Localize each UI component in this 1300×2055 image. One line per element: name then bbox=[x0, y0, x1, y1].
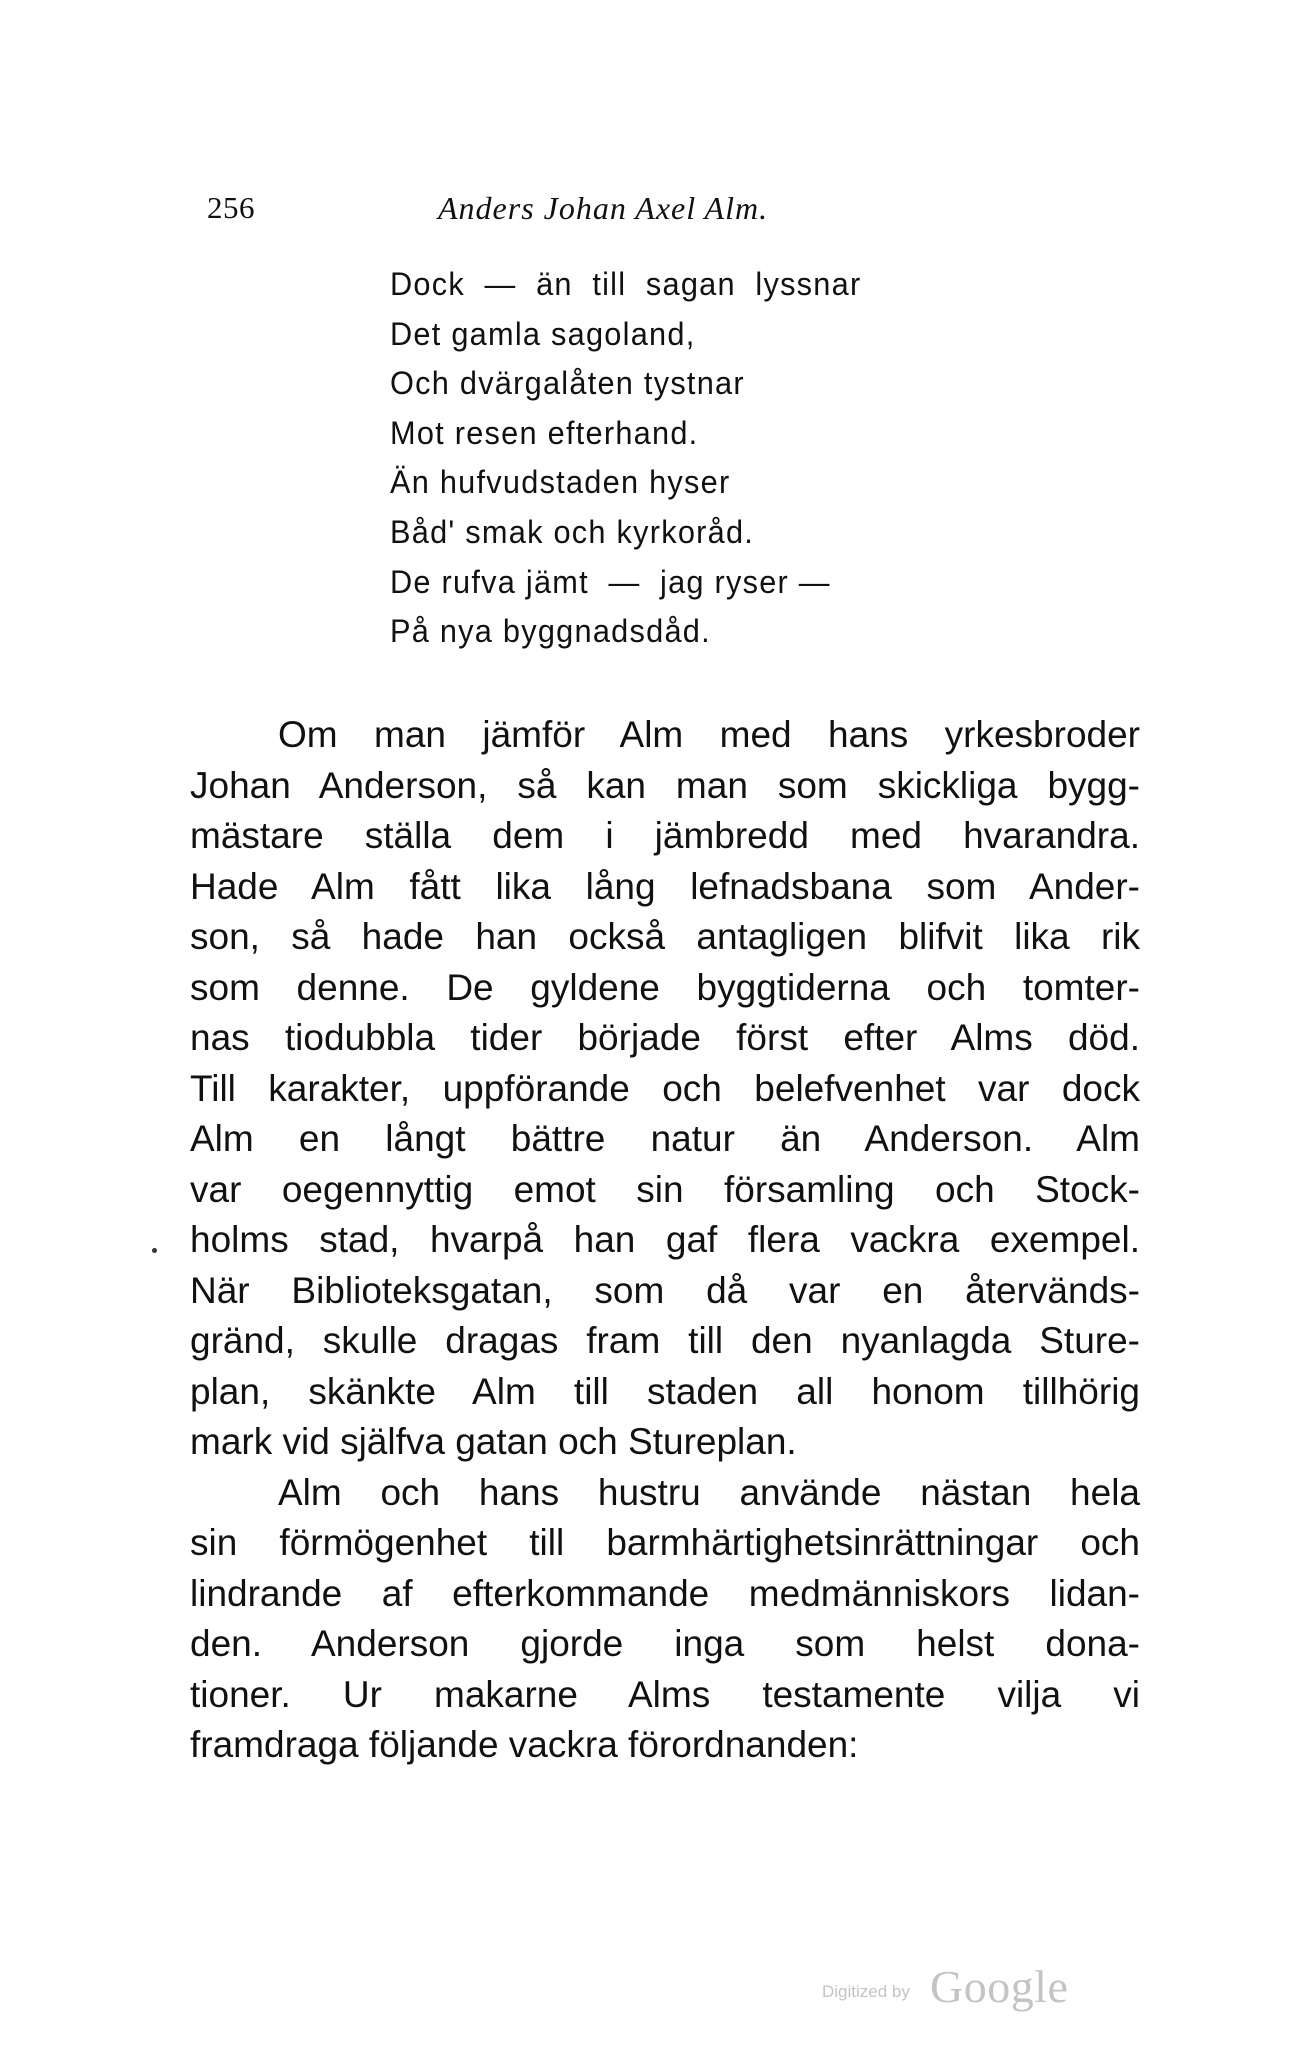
paragraph-line: mark vid själfva gatan och Stureplan. bbox=[190, 1421, 797, 1462]
paragraph-line: mästare ställa dem i jämbredd med hvarandra. bbox=[190, 815, 1140, 856]
paragraph-line: framdraga följande vackra förordnanden: bbox=[190, 1724, 859, 1765]
poem-line: Än hufvudstaden hyser bbox=[390, 464, 731, 501]
paragraph-line: som denne. De gyldene byggtiderna och tomter- bbox=[190, 966, 1140, 1008]
poem-line: De rufva jämt — jag ryser — bbox=[390, 563, 831, 600]
page-number: 256 bbox=[207, 190, 255, 225]
watermark-prefix: Digitized by bbox=[822, 1982, 910, 2001]
paragraph-line: Alm och hans hustru använde nästan hela bbox=[278, 1471, 1140, 1513]
digitized-watermark bbox=[822, 1960, 1082, 2020]
paragraph-line: sin förmögenhet till barmhärtighetsinrättningar och bbox=[190, 1522, 1140, 1563]
paragraph-line: lindrande af efterkommande medmänniskors lidan- bbox=[190, 1572, 1140, 1614]
paragraph-line: den. Anderson gjorde inga som helst dona- bbox=[190, 1623, 1140, 1664]
paragraph-line: plan, skänkte Alm till staden all honom tillhörig bbox=[190, 1370, 1140, 1412]
running-title: Anders Johan Axel Alm. bbox=[438, 190, 769, 226]
paragraph-line: nas tiodubbla tider började först efter Alms död. bbox=[190, 1017, 1140, 1058]
poem-line: På nya byggnadsdåd. bbox=[390, 613, 711, 650]
paragraph-line: holms stad, hvarpå han gaf flera vackra exempel. bbox=[190, 1219, 1140, 1260]
paragraph-line: När Biblioteksgatan, som då var en återvänds- bbox=[190, 1269, 1140, 1311]
poem-line: Det gamla sagoland, bbox=[390, 315, 696, 352]
paragraph-line: Till karakter, uppförande och belefvenhet var dock bbox=[190, 1067, 1140, 1109]
poem-line: Mot resen efterhand. bbox=[390, 414, 699, 451]
poem-stanza bbox=[390, 260, 1090, 657]
paragraph-line: var oegennyttig emot sin församling och Stock- bbox=[190, 1168, 1140, 1210]
poem-line: Dock — än till sagan lyssnar bbox=[390, 266, 862, 302]
paragraph-line: Alm en långt bättre natur än Anderson. Alm bbox=[190, 1118, 1140, 1159]
margin-ink-dot bbox=[152, 1248, 157, 1253]
paragraph-line: Hade Alm fått lika lång lefnadsbana som Ander- bbox=[190, 865, 1140, 907]
paragraph-line: Johan Anderson, så kan man som skickliga bygg- bbox=[190, 764, 1140, 806]
paragraph-line: son, så hade han också antagligen blifvit lika rik bbox=[190, 916, 1140, 957]
poem-line: Båd' smak och kyrkoråd. bbox=[390, 513, 755, 550]
body-text bbox=[190, 710, 1140, 1771]
paragraph-line: Om man jämför Alm med hans yrkesbroder bbox=[278, 714, 1140, 755]
google-logo: Google bbox=[930, 1961, 1069, 2012]
paragraph-line: gränd, skulle dragas fram till den nyanlagda Sture- bbox=[190, 1320, 1140, 1361]
poem-line: Och dvärgalåten tystnar bbox=[390, 365, 745, 402]
paragraph-line: tioner. Ur makarne Alms testamente vilja vi bbox=[190, 1673, 1140, 1715]
page-header bbox=[0, 188, 1300, 232]
